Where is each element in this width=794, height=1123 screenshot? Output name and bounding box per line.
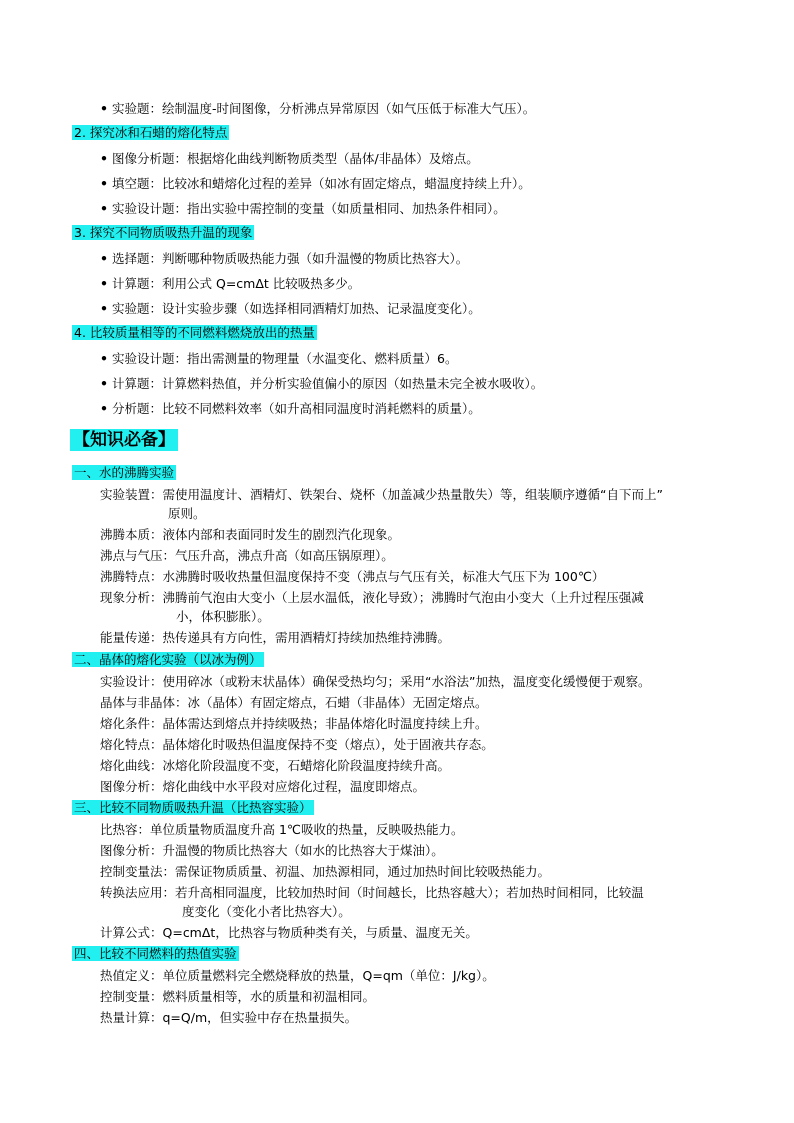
text-line: 晶体与非晶体：冰（晶体）有固定熔点，石蜡（非晶体）无固定熔点。 (100, 695, 488, 710)
bullet-icon: • (100, 101, 108, 116)
list-item: • 实验题：绘制温度-时间图像，分析沸点异常原因（如气压低于标准大气压）。 (100, 101, 536, 116)
list-item: • 填空题：比较冰和蜡熔化过程的差异（如冰有固定熔点，蜡温度持续上升）。 (100, 176, 531, 191)
text-line: 图像分析：熔化曲线中水平段对应熔化过程，温度即熔点。 (100, 779, 426, 794)
list-item: • 计算题：利用公式 Q=cmΔt 比较吸热多少。 (100, 276, 361, 291)
list-item: • 图像分析题：根据熔化曲线判断物质类型（晶体/非晶体）及熔点。 (100, 151, 479, 166)
text-line: 能量传递：热传递具有方向性，需用酒精灯持续加热维持沸腾。 (100, 630, 451, 645)
text-line: 实验设计：使用碎冰（或粉末状晶体）确保受热均匀；采用“水浴法”加热，温度变化缓慢便于观察。 (100, 674, 651, 689)
text-line: 熔化曲线：冰熔化阶段温度不变，石蜡熔化阶段温度持续升高。 (100, 758, 451, 773)
bullet-icon: • (100, 376, 108, 391)
section-heading: 一、水的沸腾实验 (74, 465, 175, 480)
bullet-icon: • (100, 351, 108, 366)
knowledge-title: 【知识必备】 (70, 428, 178, 452)
list-item: • 选择题：判断哪种物质吸热能力强（如升温慢的物质比热容大）。 (100, 251, 469, 266)
list-item: • 实验设计题：指出实验中需控制的变量（如质量相同、加热条件相同）。 (100, 201, 506, 216)
list-item: • 实验设计题：指出需测量的物理量（水温变化、燃料质量）6。 (100, 351, 458, 366)
text-line: 热值定义：单位质量燃料完全燃烧释放的热量，Q=qm（单位：J/kg）。 (100, 968, 495, 983)
list-item: • 实验题：设计实验步骤（如选择相同酒精灯加热、记录温度变化）。 (100, 301, 481, 316)
text-line: 熔化条件：晶体需达到熔点并持续吸热；非晶体熔化时温度持续上升。 (100, 716, 488, 731)
text-line: 转换法应用：若升高相同温度，比较加热时间（时间越长，比热容越大）；若加热时间相同，比较温 (100, 885, 644, 900)
text-line: 热量计算：q=Q/m，但实验中存在热量损失。 (100, 1010, 358, 1025)
text-line: 度变化（变化小者比热容大）。 (182, 904, 351, 919)
bullet-icon: • (100, 401, 108, 416)
list-item: • 分析题：比较不同燃料效率（如升高相同温度时消耗燃料的质量）。 (100, 401, 481, 416)
section-heading: 4. 比较质量相等的不同燃料燃烧放出的热量 (74, 325, 315, 340)
section-heading: 3. 探究不同物质吸热升温的现象 (74, 225, 253, 240)
text-line: 计算公式：Q=cmΔt，比热容与物质种类有关，与质量、温度无关。 (100, 925, 478, 940)
text-line: 控制变量：燃料质量相等，水的质量和初温相同。 (100, 989, 376, 1004)
list-item: • 计算题：计算燃料热值，并分析实验值偏小的原因（如热量未完全被水吸收）。 (100, 376, 544, 391)
text-line: 现象分析：沸腾前气泡由大变小（上层水温低，液化导致）；沸腾时气泡由小变大（上升过程压强减 (100, 590, 644, 605)
bullet-icon: • (100, 251, 108, 266)
bullet-icon: • (100, 201, 108, 216)
text-line: 图像分析：升温慢的物质比热容大（如水的比热容大于煤油）。 (100, 843, 444, 858)
text-line: 控制变量法：需保证物质质量、初温、加热源相同，通过加热时间比较吸热能力。 (100, 864, 551, 879)
text-line: 沸腾特点：水沸腾时吸收热量但温度保持不变（沸点与气压有关，标准大气压下为 100℃） (100, 569, 605, 584)
bullet-icon: • (100, 301, 108, 316)
text-line: 沸点与气压：气压升高，沸点升高（如高压锅原理）。 (100, 548, 394, 563)
section-heading: 四、比较不同燃料的热值实验 (74, 946, 237, 961)
text-line: 熔化特点：晶体熔化时吸热但温度保持不变（熔点），处于固液共存态。 (100, 737, 494, 752)
text-line: 比热容：单位质量物质温度升高 1℃吸收的热量，反映吸热能力。 (100, 822, 464, 837)
section-heading: 三、比较不同物质吸热升温（比热容实验） (74, 800, 312, 815)
text-line: 沸腾本质：液体内部和表面同时发生的剧烈汽化现象。 (100, 527, 401, 542)
bullet-icon: • (100, 176, 108, 191)
bullet-icon: • (100, 276, 108, 291)
text-line: 原则。 (168, 506, 206, 521)
text-line: 小，体积膨胀）。 (176, 609, 270, 624)
section-heading: 二、晶体的熔化实验（以冰为例） (74, 652, 262, 667)
text-line: 实验装置：需使用温度计、酒精灯、铁架台、烧杯（加盖减少热量散失）等，组装顺序遵循“自下而上” (100, 487, 663, 502)
bullet-icon: • (100, 151, 108, 166)
section-heading: 2. 探究冰和石蜡的熔化特点 (74, 125, 228, 140)
